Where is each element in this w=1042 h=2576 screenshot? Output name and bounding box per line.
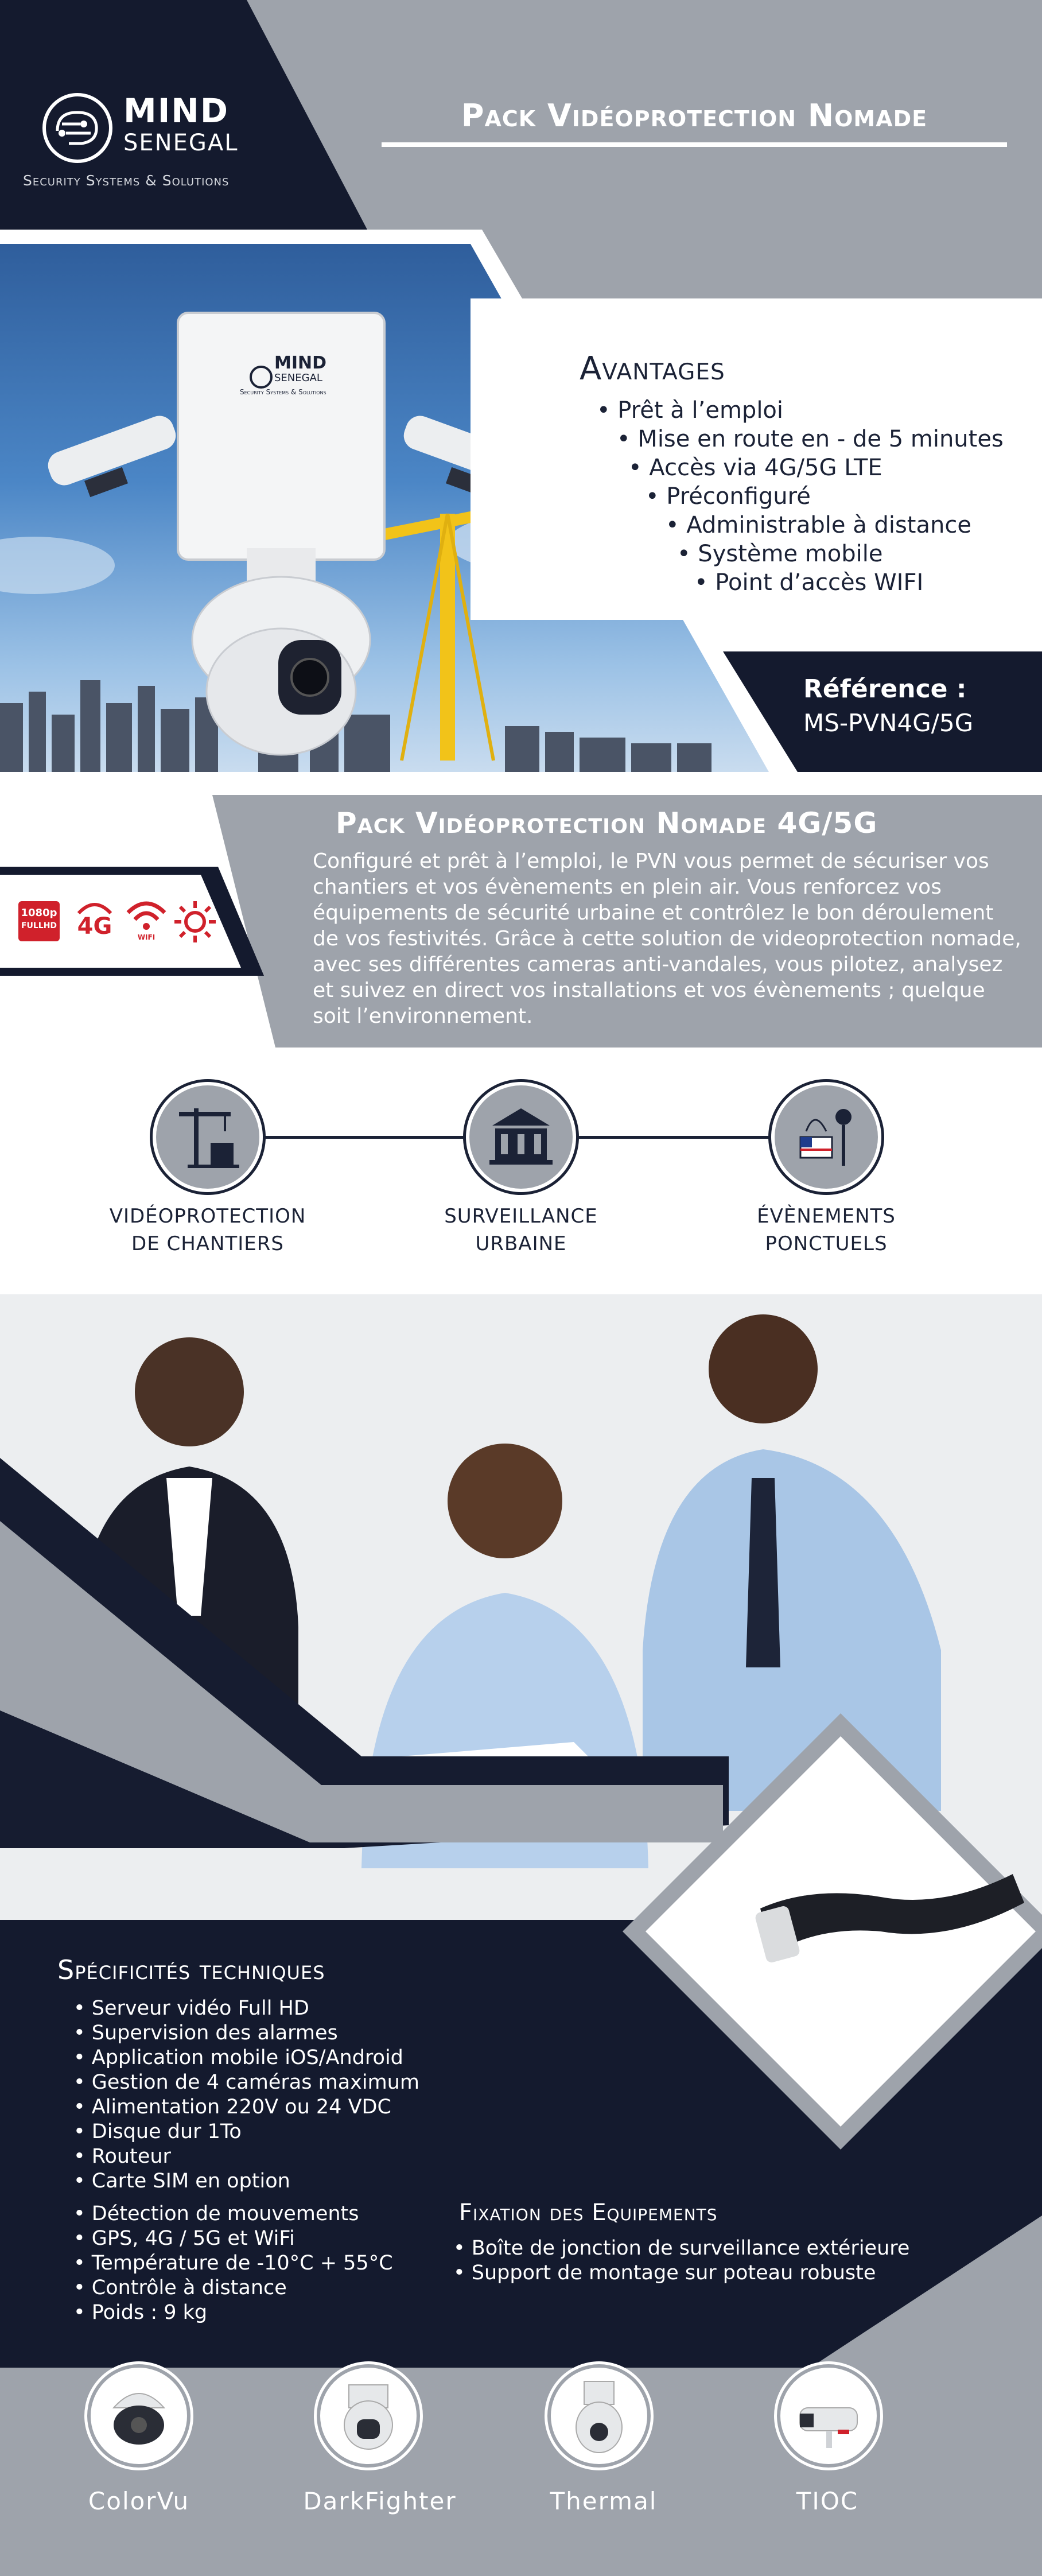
spec-item: • Contrôle à distance — [73, 2276, 287, 2299]
use-circle-urbaine — [469, 1085, 573, 1189]
fixation-list — [453, 2236, 909, 2286]
pack-line: de vos festivités. Grâce à cette solution de videoprotection nomade, — [313, 927, 1021, 951]
camera-circle-tioc — [780, 2368, 877, 2464]
avantages-item: • Prêt à l’emploi — [597, 397, 784, 424]
spec-item: • Carte SIM en option — [73, 2170, 290, 2193]
avantages-item: • Préconfiguré — [646, 483, 811, 510]
ptz-camera-icon — [320, 2368, 417, 2464]
avantages-title: Avantages — [580, 350, 725, 387]
camera-label-colorvu: ColorVu — [88, 2487, 190, 2515]
avantages-item: • Point d’accès WIFI — [694, 569, 924, 596]
crane-icon — [156, 1085, 259, 1189]
camera-circle-thermal — [551, 2368, 647, 2464]
spec-item: • Alimentation 220V ou 24 VDC — [73, 2096, 391, 2119]
circuit-brain-icon — [40, 91, 115, 165]
camera-label-darkfighter: DarkFighter — [303, 2487, 457, 2515]
spec-item: • GPS, 4G / 5G et WiFi — [73, 2227, 295, 2250]
weatherproof-icon — [172, 899, 218, 945]
camera-circle-darkfighter — [320, 2368, 417, 2464]
reference-value: MS-PVN4G/5G — [803, 709, 974, 737]
use-label-line2: DE CHANTIERS — [131, 1232, 284, 1255]
hero-grey-strip — [482, 230, 1042, 298]
use-label-line1: VIDÉOPROTECTION — [109, 1205, 306, 1228]
specs-title: Spécificités techniques — [57, 1954, 325, 1985]
camera-label-thermal: Thermal — [550, 2487, 658, 2515]
product-closeup-diamond — [623, 1713, 1042, 2150]
spec-item: • Application mobile iOS/Android — [73, 2046, 403, 2069]
pack-line: soit l’environnement. — [313, 1004, 533, 1028]
fullhd-icon — [18, 901, 60, 941]
pack-line: et suivez en direct vos installations et vos évènements ; quelque — [313, 979, 985, 1002]
speed-dome-icon — [551, 2368, 647, 2464]
pack-line: avec ses différentes cameras anti-vandales, vous pilotez, analysez — [313, 953, 1003, 976]
wifi-icon — [123, 897, 169, 948]
spec-item: • Détection de mouvements — [73, 2202, 359, 2225]
avantages-item: • Accès via 4G/5G LTE — [628, 455, 882, 481]
use-label-line2: URBAINE — [475, 1232, 567, 1255]
brand-tagline: Security Systems & Solutions — [23, 172, 230, 189]
4g-icon — [72, 898, 118, 944]
pack-line: chantiers et vos évènements en plein air. Vous renforcez vos — [313, 875, 942, 899]
city-hall-icon — [469, 1085, 573, 1189]
camera-label-tioc: TIOC — [796, 2487, 859, 2515]
brand-name: MIND — [123, 91, 229, 130]
spec-item: • Serveur vidéo Full HD — [73, 1997, 309, 2020]
event-icon — [775, 1085, 878, 1189]
use-label-line1: ÉVÈNEMENTS — [757, 1205, 896, 1228]
pack-line: équipements de sécurité urbaine et contrôlez le bon déroulement — [313, 901, 994, 925]
use-label-evenements — [706, 1202, 947, 1258]
spec-item: • Routeur — [73, 2145, 171, 2168]
specs-list — [73, 1996, 419, 2325]
bullet-camera-icon — [780, 2368, 877, 2464]
fixation-title: Fixation des Equipements — [459, 2199, 718, 2226]
spec-item: • Gestion de 4 caméras maximum — [73, 2071, 419, 2094]
fullhd-icon-top: 1080p — [21, 907, 57, 919]
camera-circle-colorvu — [91, 2368, 187, 2464]
4g-icon-label: 4G — [77, 913, 112, 940]
spec-item: • Disque dur 1To — [73, 2120, 242, 2143]
use-label-line1: SURVEILLANCE — [444, 1205, 598, 1228]
device-brand-sub: SENEGAL — [274, 372, 322, 384]
device-brand-name: MIND — [274, 353, 327, 373]
page-title: Pack Vidéoprotection Nomade — [461, 98, 928, 134]
use-circle-chantiers — [156, 1085, 259, 1189]
use-label-urbaine — [401, 1202, 641, 1258]
pack-line: Configuré et prêt à l’emploi, le PVN vous permet de sécuriser vos — [313, 849, 989, 873]
pack-title: Pack Vidéoprotection Nomade 4G/5G — [336, 806, 878, 840]
fixation-item: • Support de montage sur poteau robuste — [453, 2261, 876, 2284]
spec-item: • Poids : 9 kg — [73, 2301, 208, 2324]
dome-camera-icon — [91, 2368, 187, 2464]
spec-item: • Supervision des alarmes — [73, 2022, 338, 2044]
use-circle-evenements — [775, 1085, 878, 1189]
avantages-item: • Système mobile — [677, 541, 883, 567]
brand-sub: SENEGAL — [123, 130, 239, 156]
fullhd-icon-bottom: FULLHD — [21, 921, 57, 930]
use-label-chantiers — [87, 1202, 328, 1258]
spec-item: • Température de -10°C + 55°C — [73, 2252, 393, 2275]
device-brand-tagline: Security Systems & Solutions — [240, 388, 326, 396]
wifi-icon-label: WIFI — [137, 933, 155, 941]
pack-text — [313, 848, 1030, 1029]
reference-label: Référence : — [803, 674, 967, 704]
avantages-item: • Mise en route en - de 5 minutes — [617, 426, 1004, 452]
avantages-item: • Administrable à distance — [666, 512, 971, 538]
title-underline — [382, 142, 1007, 147]
use-label-line2: PONCTUELS — [765, 1232, 888, 1255]
fixation-item: • Boîte de jonction de surveillance extérieure — [453, 2237, 910, 2260]
